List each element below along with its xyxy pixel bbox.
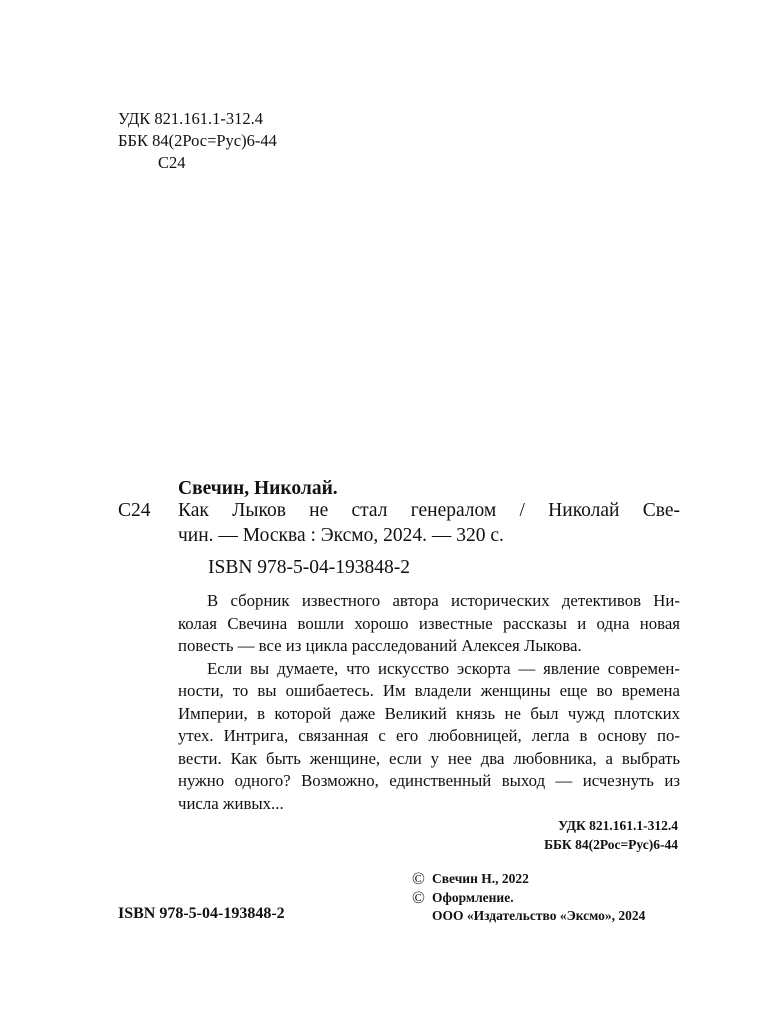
annotation-line: утех. Интрига, связанная с его любовницей, легла в основу по- xyxy=(178,726,680,745)
top-classification xyxy=(118,108,277,174)
copyright-row xyxy=(412,870,645,889)
copyright-icon: © xyxy=(412,869,425,889)
annotation-line: Если вы думаете, что искусство эскорта — явление современ- xyxy=(207,658,680,678)
annotation-line: В сборник известного автора исторических детективов Ни- xyxy=(207,591,680,610)
entry-author: Свечин, Николай. xyxy=(178,478,338,499)
annotation-line: Империи, в которой даже Великий князь не был чужд плотских xyxy=(178,703,680,723)
udk-code: УДК 821.161.1-312.4 xyxy=(118,109,264,128)
copyright-author: Свечин Н., 2022 xyxy=(432,871,529,886)
biblio-line: чин. — Москва : Эксмо, 2024. — 320 с. xyxy=(178,525,504,546)
isbn-bottom: ISBN 978-5-04-193848-2 xyxy=(118,905,285,922)
entry-isbn: ISBN 978-5-04-193848-2 xyxy=(208,557,411,578)
annotation-line: вести. Как быть женщине, если у нее два любовника, а выбрать xyxy=(178,748,680,768)
bottom-classification xyxy=(544,816,678,854)
annotation-paragraph xyxy=(178,658,680,816)
copyright-icon: © xyxy=(412,887,425,907)
annotation-line: числа живых... xyxy=(178,793,284,813)
copyright-publisher: ООО «Издательство «Эксмо», 2024 xyxy=(432,908,646,923)
entry-author-sign: С24 xyxy=(118,500,151,521)
copyright-block xyxy=(412,870,645,926)
bbk-code: ББК 84(2Рос=Рус)6-44 xyxy=(118,131,277,150)
author-sign-code: С24 xyxy=(158,153,186,172)
udk-code: УДК 821.161.1-312.4 xyxy=(558,818,678,833)
copyright-design: Оформление. xyxy=(432,889,514,905)
annotation-line: ности, то вы ошибаетесь. Им владели женщины еще во времена xyxy=(178,681,680,700)
biblio-line: Как Лыков не стал генералом / Николай Све- xyxy=(178,500,680,521)
annotation xyxy=(178,590,680,815)
annotation-line: повесть — все из цикла расследований Алексея Лыкова. xyxy=(178,636,582,655)
annotation-paragraph xyxy=(178,590,680,658)
copyright-row xyxy=(412,889,645,908)
annotation-line: колая Свечина вошли хорошо известные рассказы и одна новая xyxy=(178,613,680,633)
bibliographic-description xyxy=(178,498,680,548)
annotation-line: нужно одного? Возможно, единственный выход — исчезнуть из xyxy=(178,771,680,790)
bbk-code: ББК 84(2Рос=Рус)6-44 xyxy=(544,837,678,852)
